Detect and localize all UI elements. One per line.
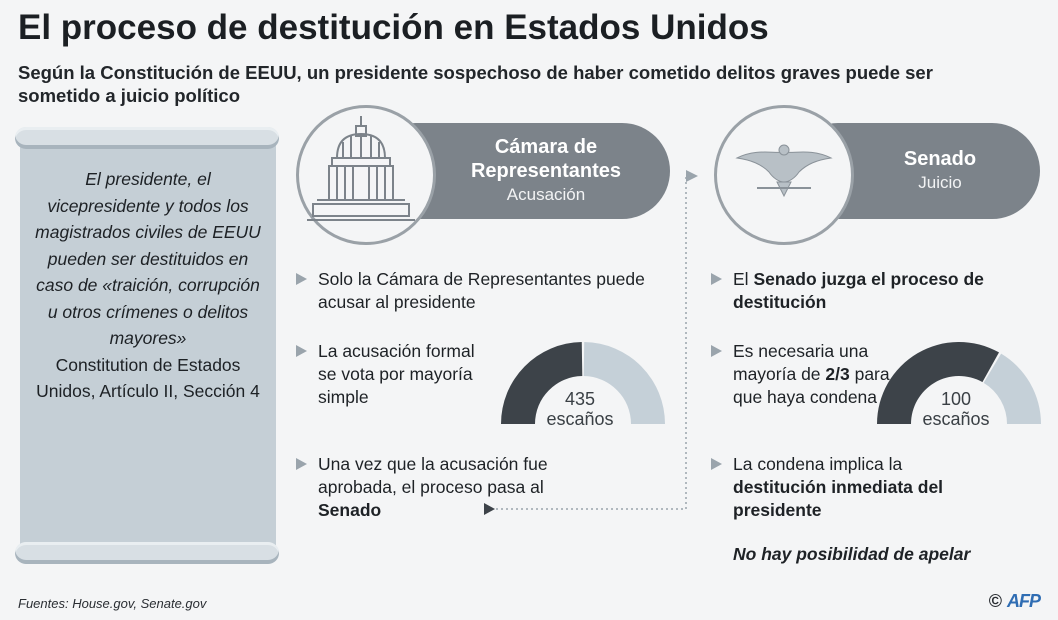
senate-bullet-1-bold: Senado juzga el proceso de destitución (733, 269, 984, 312)
house-bullet-2 (318, 340, 496, 409)
no-appeal-note: No hay posibilidad de apelar (733, 544, 971, 564)
credit (989, 591, 1040, 612)
sources: Fuentes: House.gov, Senate.gov (18, 596, 207, 611)
senate-bullet-1 (733, 268, 993, 314)
bullet-triangle-icon (711, 273, 722, 285)
senate-bullet-3-text: La condena implica la (733, 454, 903, 474)
house-title: Cámara de Representantes (470, 136, 622, 182)
bullet-triangle-icon (711, 345, 722, 357)
senate-bullet-3-bold: destitución inmediata del presidente (733, 477, 944, 520)
house-bullet-3-bold: Senado (318, 500, 382, 520)
house-bullet-2-text: La acusación formal se vota por mayoría simple (318, 341, 475, 407)
house-gauge-label (528, 389, 632, 429)
constitution-quote: El presidente, el vicepresidente y todos los magistrados civiles de EEUU pueden ser destituidos en caso de «traición, corrupción u otros crímenes o delitos mayores» (35, 169, 261, 348)
house-bullet-3 (318, 453, 558, 522)
senate-gauge-label (904, 389, 1008, 429)
house-bullet-1 (318, 268, 648, 314)
constitution-citation: Constitution de Estados Unidos, Artículo II, Sección 4 (36, 354, 260, 401)
senate-bullet-1-text: El (733, 269, 754, 289)
house-seat-unit: escaños (546, 409, 614, 429)
page-title: El proceso de destitución en Estados Unidos (18, 8, 769, 47)
senate-seat-count: 100 (940, 389, 972, 409)
bullet-triangle-icon (296, 273, 307, 285)
afp-logo: AFP (1007, 591, 1040, 611)
senate-seat-unit: escaños (922, 409, 990, 429)
senate-title: Senado (903, 148, 977, 170)
bullet-triangle-icon (711, 458, 722, 470)
senate-bullet-2 (733, 340, 893, 409)
bullet-triangle-icon (296, 458, 307, 470)
house-subtitle: Acusación (506, 185, 586, 204)
senate-bullet-2-text: Es necesaria una mayoría de (733, 341, 869, 384)
senate-bullet-2-bold: 2/3 (825, 364, 850, 384)
senate-bullet-3 (733, 453, 993, 522)
house-seat-count: 435 (564, 389, 596, 409)
connector-arrowhead (686, 170, 698, 182)
senate-bullet-2-text-after: para que haya condena (733, 364, 890, 407)
house-bullet-3-text: Una vez que la acusación fue aprobada, el proceso pasa al (318, 454, 548, 497)
bullet-triangle-icon (296, 345, 307, 357)
copyright-symbol: © (988, 591, 1002, 611)
page-subtitle: Según la Constitución de EEUU, un presidente sospechoso de haber cometido delitos graves puede ser sometido a juicio político (18, 62, 933, 106)
house-bullet-1-text: Solo la Cámara de Representantes puede acusar al presidente (318, 269, 645, 312)
senate-subtitle: Juicio (918, 173, 962, 192)
